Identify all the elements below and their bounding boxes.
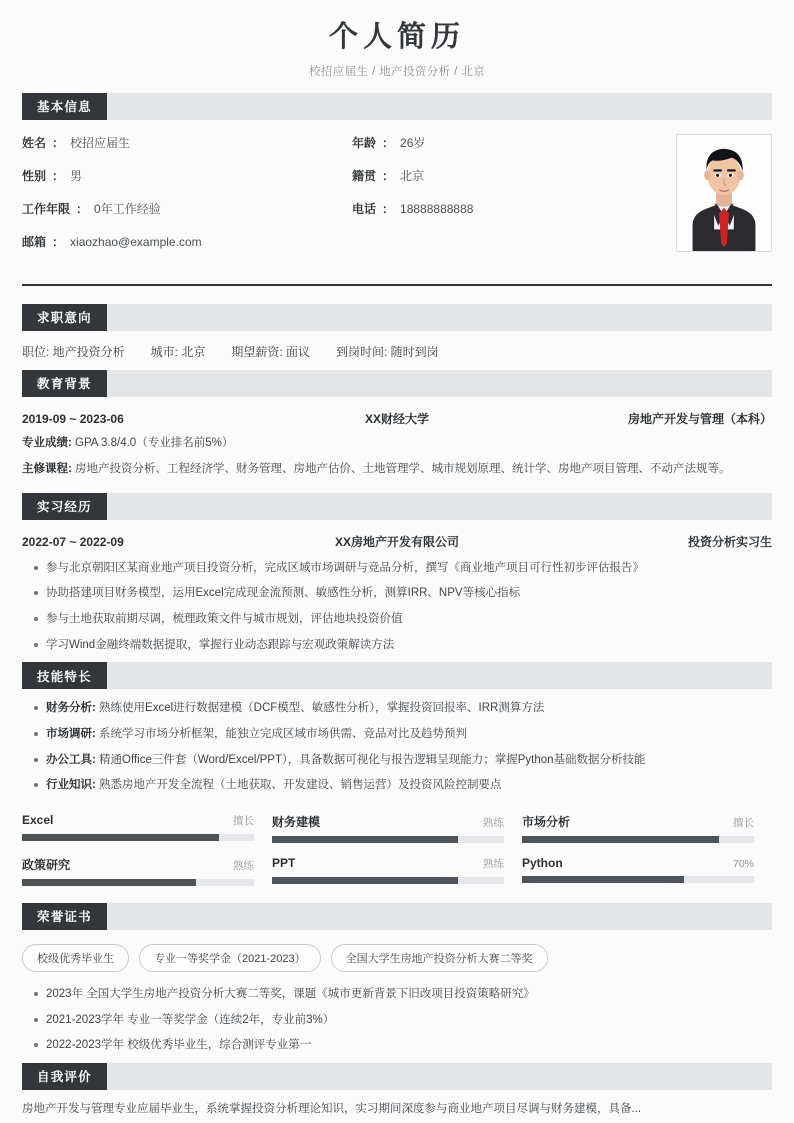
field-colon: ： [76,201,89,216]
skill-title: 行业知识 [46,779,92,792]
list-item: 参与土地获取前期尽调，梳理政策文件与城市规划，评估地块投资价值 [34,611,772,628]
self-evaluation-text: 房地产开发与管理专业应届毕业生，系统掌握投资分析理论知识，实习期间深度参与商业地产项目尽调与财务建模，具备... [22,1102,642,1115]
skill-meter-name: 财务建模 [272,814,321,829]
education-period: 2019-09 ~ 2023-06 [22,411,124,426]
skill-text: 熟练使用Excel进行数据建模（DCF模型、敏感性分析），掌握投资回报率、IRR测算方法 [99,702,545,715]
basic-info-row [22,167,676,184]
education-courses-label: 主修课程 [22,462,68,475]
basic-info-row [22,233,676,250]
field-gender [22,167,352,184]
intent-position: 职位: 地产投资分析 [22,344,125,359]
field-colon: ： [52,234,65,249]
page-title: 个人简历 [328,21,465,53]
field-hometown [352,167,602,184]
honor-tag: 校级优秀毕业生 [22,944,129,972]
resume-masthead [0,0,794,93]
honor-tag-list [0,930,794,978]
list-item: 办公工具: 精通Office三件套（Word/Excel/PPT），具备数据可视化与报告逻辑呈现能力；掌握Python基础数据分析技能 [34,752,772,769]
skill-meter-track [272,836,504,843]
field-label: 电话 [352,201,377,216]
honor-tag: 全国大学生房地产投资分析大赛二等奖 [331,944,548,972]
education-entry-header [0,397,794,427]
skill-meter-name: Python [522,855,563,870]
section-rail [107,662,772,689]
field-label: 性别 [22,168,47,183]
field-label: 姓名 [22,135,47,150]
skill-meter-fill [272,836,458,843]
skill-meter [522,813,754,843]
section-title-education: 教育背景 [22,370,107,397]
list-item: 2022-2023学年 校级优秀毕业生，综合测评专业第一 [34,1037,772,1054]
skill-title: 市场调研 [46,727,92,740]
field-age [352,134,602,151]
section-title-skills: 技能特长 [22,662,107,689]
skill-meter-track [522,836,754,843]
section-title-basic: 基本信息 [22,93,107,120]
section-rail [107,93,772,120]
field-work-years [22,200,352,217]
skill-text: 系统学习市场分析框架，能独立完成区域市场供需、竞品对比及趋势预判 [99,727,468,740]
field-colon: ： [382,201,395,216]
list-item: 参与北京朝阳区某商业地产项目投资分析，完成区域市场调研与竞品分析，撰写《商业地产项目可行性初步评估报告》 [34,560,772,577]
skill-meter-track [22,834,254,841]
skill-meter-fill [522,876,684,883]
skill-meter [22,813,254,843]
page-subtitle: 校招应届生 / 地产投资分析 / 北京 [308,65,486,78]
education-gpa-value: GPA 3.8/4.0（专业排名前5%） [75,436,234,449]
field-label: 籍贯 [352,168,377,183]
skill-meter-grid [0,803,794,903]
skill-meter-track [22,879,254,886]
basic-info-block [0,120,794,276]
section-rail [107,304,772,331]
field-label: 邮箱 [22,234,47,249]
section-title-intent: 求职意向 [22,304,107,331]
skill-meter-fill [22,879,196,886]
skill-meter [272,813,504,843]
section-header-basic [22,93,772,120]
section-header-selfeval [22,1063,772,1090]
list-item: 财务分析: 熟练使用Excel进行数据建模（DCF模型、敏感性分析），掌握投资回报率、IRR测算方法 [34,700,772,717]
section-header-internship [22,493,772,520]
skill-meter [272,856,504,886]
field-value: 0年工作经验 [94,201,161,216]
section-title-selfeval: 自我评价 [22,1063,107,1090]
job-intent-line [0,331,794,370]
skill-meter [22,856,254,886]
field-colon: ： [382,168,395,183]
list-item: 市场调研: 系统学习市场分析框架，能独立完成区域市场供需、竞品对比及趋势预判 [34,726,772,743]
field-value: 北京 [400,168,425,183]
skill-meter-track [522,876,754,883]
skill-title: 财务分析 [46,702,92,715]
skill-meter-level: 熟练 [483,857,504,870]
education-gpa-line: 专业成绩: GPA 3.8/4.0（专业排名前5%） [22,436,234,449]
education-school: XX财经大学 [364,411,429,426]
section-header-honors [22,903,772,930]
education-major: 房地产开发与管理（本科） [627,411,772,426]
intent-salary: 期望薪资: 面议 [231,344,311,359]
section-divider [22,284,772,286]
section-rail [107,493,772,520]
section-rail [107,903,772,930]
skill-text: 精通Office三件套（Word/Excel/PPT），具备数据可视化与报告逻辑呈现能力；掌握Python基础数据分析技能 [99,753,646,766]
internship-role: 投资分析实习生 [687,534,772,549]
skill-title: 办公工具 [46,753,92,766]
list-item: 2023年 全国大学生房地产投资分析大赛二等奖，课题《城市更新背景下旧改项目投资策略研究》 [34,986,772,1003]
section-rail [107,370,772,397]
skill-meter-fill [272,877,458,884]
list-item: 协助搭建项目财务模型，运用Excel完成现金流预测、敏感性分析，测算IRR、NPV等核心指标 [34,585,772,602]
field-phone [352,200,602,217]
skill-meter-level: 擅长 [233,814,254,827]
skill-meter-name: PPT [272,855,296,870]
field-value: 校招应届生 [70,135,131,150]
skill-meter-level: 熟练 [233,859,254,872]
field-label: 年龄 [352,135,377,150]
avatar [676,134,772,252]
list-item: 行业知识: 熟悉房地产开发全流程（土地获取、开发建设、销售运营）及投资风险控制要点 [34,777,772,794]
basic-info-row [22,134,676,151]
section-header-intent [22,304,772,331]
section-rail [107,1063,772,1090]
skill-meter-name: 市场分析 [522,814,571,829]
list-item: 学习Wind金融终端数据提取，掌握行业动态跟踪与宏观政策解读方法 [34,637,772,654]
portrait-photo-icon [677,135,771,251]
field-label: 工作年限 [22,201,71,216]
education-courses-value: 房地产投资分析、工程经济学、财务管理、房地产估价、土地管理学、城市规划原理、统计学、房地产项目管理、不动产法规等。 [75,462,731,475]
honor-tag: 专业一等奖学金（2021-2023） [139,944,321,972]
skill-text: 熟悉房地产开发全流程（土地获取、开发建设、销售运营）及投资风险控制要点 [99,779,502,792]
intent-city: 城市: 北京 [150,344,206,359]
education-gpa-label: 专业成绩 [22,436,68,449]
field-colon: ： [382,135,395,150]
intent-availability: 到岗时间: 随时到岗 [336,344,439,359]
skill-meter-level: 熟练 [483,816,504,829]
section-header-education [22,370,772,397]
skill-meter-name: 政策研究 [22,857,71,872]
internship-company: XX房地产开发有限公司 [334,534,459,549]
section-header-skills [22,662,772,689]
skill-meter-name: Excel [22,812,54,827]
skill-meter-track [272,877,504,884]
internship-period: 2022-07 ~ 2022-09 [22,534,124,549]
field-value: 18888888888 [400,201,474,216]
internship-bullet-list [0,560,794,654]
field-email [22,233,352,250]
education-courses-line: 主修课程: 房地产投资分析、工程经济学、财务管理、房地产估价、土地管理学、城市规划原理、统计学、房地产项目管理、不动产法规等。 [22,462,731,475]
skills-bullet-list [0,700,794,794]
section-title-internship: 实习经历 [22,493,107,520]
honors-bullet-list [0,986,794,1054]
list-item: 2021-2023学年 专业一等奖学金（连续2年，专业前3%） [34,1012,772,1029]
section-title-honors: 荣誉证书 [22,903,107,930]
skill-meter [522,856,754,886]
skill-meter-fill [22,834,219,841]
skill-meter-level: 擅长 [733,816,754,829]
basic-info-fields [22,134,676,266]
field-value: 26岁 [400,135,426,150]
skill-meter-fill [522,836,719,843]
skill-meter-level: 70% [732,857,754,870]
field-name [22,134,352,151]
field-colon: ： [52,135,65,150]
internship-entry-header [0,520,794,550]
field-value: 男 [70,168,83,183]
field-value: xiaozhao@example.com [70,234,202,249]
basic-info-row [22,200,676,217]
field-colon: ： [52,168,65,183]
